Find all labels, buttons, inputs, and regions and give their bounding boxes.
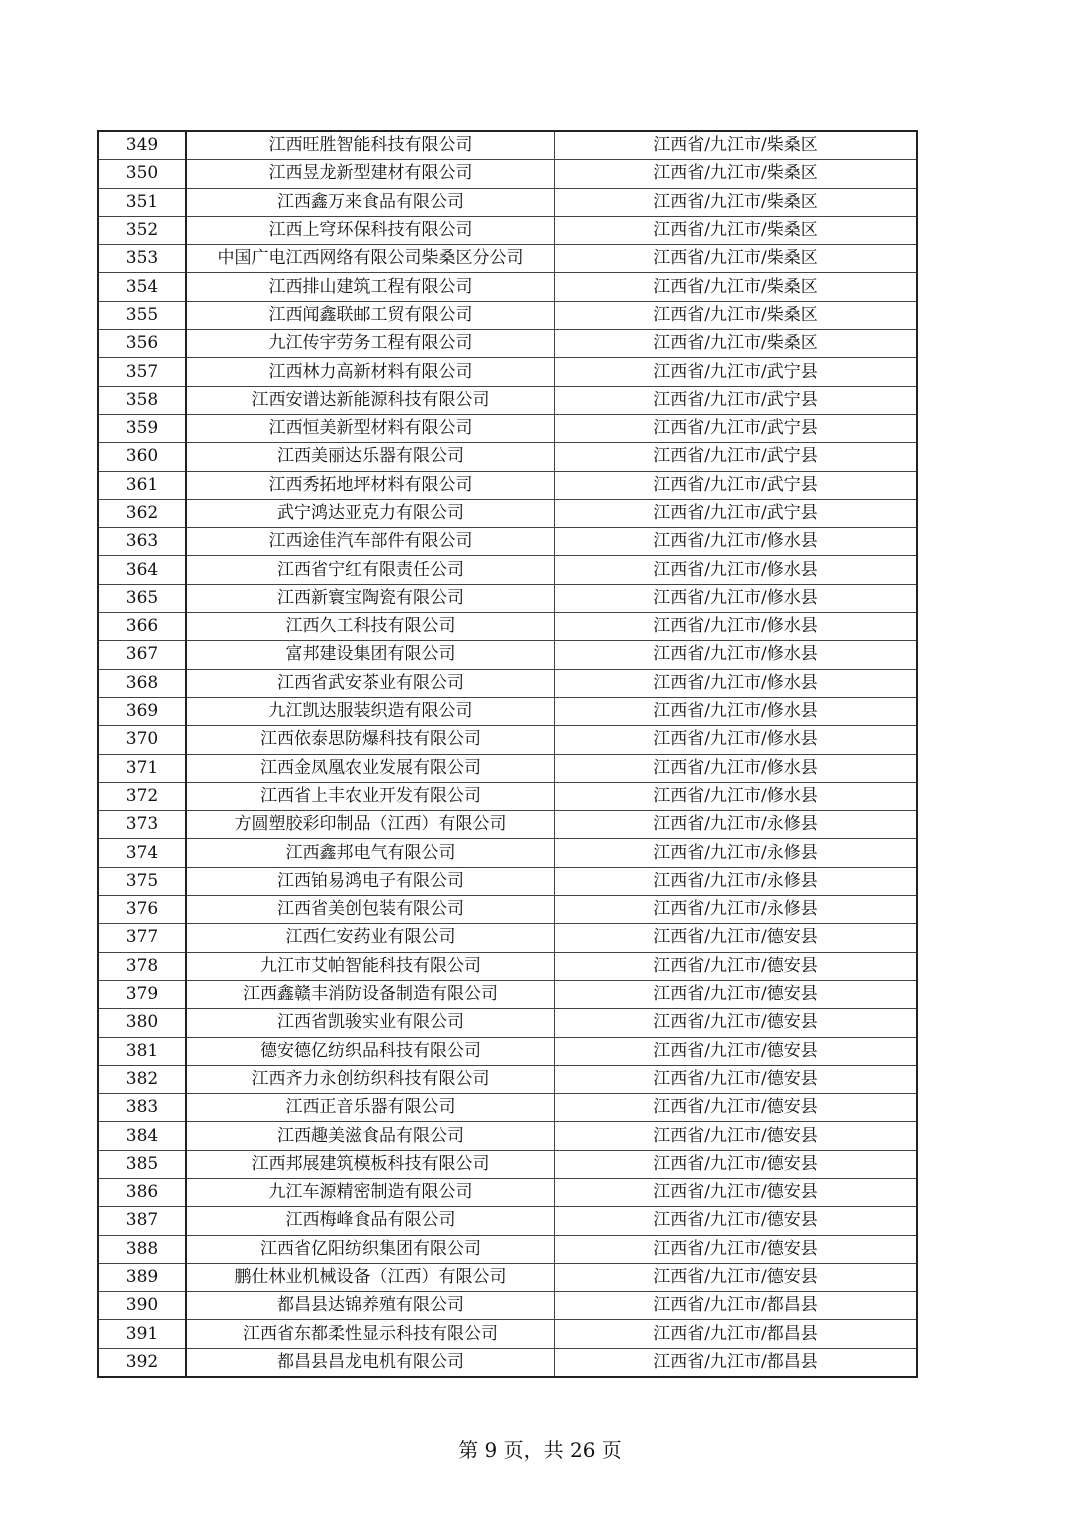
region: 江西省/九江市/德安县 <box>555 1150 918 1178</box>
row-number: 355 <box>98 301 186 329</box>
row-number: 358 <box>98 386 186 414</box>
region: 江西省/九江市/武宁县 <box>555 499 918 527</box>
region: 江西省/九江市/德安县 <box>555 1009 918 1037</box>
region: 江西省/九江市/柴桑区 <box>555 160 918 188</box>
table-row <box>98 669 917 697</box>
table-row <box>98 386 917 414</box>
row-number: 368 <box>98 669 186 697</box>
region: 江西省/九江市/武宁县 <box>555 386 918 414</box>
row-number: 387 <box>98 1207 186 1235</box>
table-row <box>98 896 917 924</box>
region: 江西省/九江市/德安县 <box>555 1178 918 1206</box>
region: 江西省/九江市/德安县 <box>555 1065 918 1093</box>
row-number: 389 <box>98 1263 186 1291</box>
company-name: 江西鑫赣丰消防设备制造有限公司 <box>186 980 555 1008</box>
row-number: 367 <box>98 641 186 669</box>
company-name: 江西齐力永创纺织科技有限公司 <box>186 1065 555 1093</box>
table-row <box>98 1150 917 1178</box>
company-name: 江西梅峰食品有限公司 <box>186 1207 555 1235</box>
table-row <box>98 980 917 1008</box>
table-row <box>98 216 917 244</box>
company-name: 江西闻鑫联邮工贸有限公司 <box>186 301 555 329</box>
region: 江西省/九江市/永修县 <box>555 896 918 924</box>
company-name: 江西林力高新材料有限公司 <box>186 358 555 386</box>
row-number: 380 <box>98 1009 186 1037</box>
company-name: 江西排山建筑工程有限公司 <box>186 273 555 301</box>
table-row <box>98 358 917 386</box>
row-number: 391 <box>98 1320 186 1348</box>
company-name: 九江传宇劳务工程有限公司 <box>186 330 555 358</box>
region: 江西省/九江市/柴桑区 <box>555 188 918 216</box>
region: 江西省/九江市/修水县 <box>555 782 918 810</box>
region: 江西省/九江市/修水县 <box>555 726 918 754</box>
table-row <box>98 952 917 980</box>
region: 江西省/九江市/德安县 <box>555 1263 918 1291</box>
region: 江西省/九江市/德安县 <box>555 980 918 1008</box>
company-name: 都昌县昌龙电机有限公司 <box>186 1348 555 1377</box>
row-number: 377 <box>98 924 186 952</box>
table-row <box>98 613 917 641</box>
table-row <box>98 499 917 527</box>
region: 江西省/九江市/武宁县 <box>555 358 918 386</box>
table-row <box>98 245 917 273</box>
region: 江西省/九江市/修水县 <box>555 556 918 584</box>
region: 江西省/九江市/柴桑区 <box>555 301 918 329</box>
company-name: 江西仁安药业有限公司 <box>186 924 555 952</box>
region: 江西省/九江市/都昌县 <box>555 1320 918 1348</box>
company-name: 江西邦展建筑模板科技有限公司 <box>186 1150 555 1178</box>
company-name: 江西恒美新型材料有限公司 <box>186 414 555 442</box>
region: 江西省/九江市/德安县 <box>555 1094 918 1122</box>
region: 江西省/九江市/永修县 <box>555 867 918 895</box>
company-name: 江西鑫邦电气有限公司 <box>186 839 555 867</box>
table-row <box>98 811 917 839</box>
region: 江西省/九江市/修水县 <box>555 697 918 725</box>
region: 江西省/九江市/永修县 <box>555 839 918 867</box>
company-name: 九江市艾帕智能科技有限公司 <box>186 952 555 980</box>
region: 江西省/九江市/德安县 <box>555 952 918 980</box>
table-row <box>98 556 917 584</box>
row-number: 371 <box>98 754 186 782</box>
table-row <box>98 782 917 810</box>
region: 江西省/九江市/修水县 <box>555 613 918 641</box>
row-number: 373 <box>98 811 186 839</box>
row-number: 356 <box>98 330 186 358</box>
row-number: 384 <box>98 1122 186 1150</box>
company-name: 中国广电江西网络有限公司柴桑区分公司 <box>186 245 555 273</box>
company-name: 方圆塑胶彩印制品（江西）有限公司 <box>186 811 555 839</box>
region: 江西省/九江市/修水县 <box>555 669 918 697</box>
table-row <box>98 1235 917 1263</box>
table-row <box>98 1320 917 1348</box>
table-body <box>98 131 917 1377</box>
table-row <box>98 1065 917 1093</box>
region: 江西省/九江市/德安县 <box>555 1235 918 1263</box>
company-name: 都昌县达锦养殖有限公司 <box>186 1292 555 1320</box>
company-name: 江西昱龙新型建材有限公司 <box>186 160 555 188</box>
region: 江西省/九江市/武宁县 <box>555 443 918 471</box>
row-number: 374 <box>98 839 186 867</box>
region: 江西省/九江市/德安县 <box>555 1207 918 1235</box>
table-row <box>98 754 917 782</box>
table-row <box>98 471 917 499</box>
table-row <box>98 330 917 358</box>
row-number: 349 <box>98 131 186 160</box>
company-name: 江西新寰宝陶瓷有限公司 <box>186 584 555 612</box>
company-name: 九江凯达服装织造有限公司 <box>186 697 555 725</box>
row-number: 363 <box>98 528 186 556</box>
table-row <box>98 1009 917 1037</box>
table-row <box>98 528 917 556</box>
row-number: 372 <box>98 782 186 810</box>
table-row <box>98 273 917 301</box>
row-number: 381 <box>98 1037 186 1065</box>
table-row <box>98 443 917 471</box>
table-row <box>98 188 917 216</box>
table-row <box>98 160 917 188</box>
table-row <box>98 1178 917 1206</box>
region: 江西省/九江市/柴桑区 <box>555 330 918 358</box>
company-name: 江西秀拓地坪材料有限公司 <box>186 471 555 499</box>
row-number: 375 <box>98 867 186 895</box>
row-number: 388 <box>98 1235 186 1263</box>
row-number: 354 <box>98 273 186 301</box>
company-name: 江西省凯骏实业有限公司 <box>186 1009 555 1037</box>
region: 江西省/九江市/德安县 <box>555 924 918 952</box>
region: 江西省/九江市/柴桑区 <box>555 245 918 273</box>
row-number: 362 <box>98 499 186 527</box>
row-number: 390 <box>98 1292 186 1320</box>
region: 江西省/九江市/柴桑区 <box>555 131 918 160</box>
table-row <box>98 1292 917 1320</box>
region: 江西省/九江市/柴桑区 <box>555 216 918 244</box>
row-number: 392 <box>98 1348 186 1377</box>
table-row <box>98 867 917 895</box>
table-row <box>98 839 917 867</box>
row-number: 361 <box>98 471 186 499</box>
table-row <box>98 1207 917 1235</box>
company-name: 鹏仕林业机械设备（江西）有限公司 <box>186 1263 555 1291</box>
row-number: 352 <box>98 216 186 244</box>
company-name: 江西上穹环保科技有限公司 <box>186 216 555 244</box>
region: 江西省/九江市/永修县 <box>555 811 918 839</box>
row-number: 353 <box>98 245 186 273</box>
table-row <box>98 584 917 612</box>
row-number: 351 <box>98 188 186 216</box>
region: 江西省/九江市/德安县 <box>555 1122 918 1150</box>
company-table <box>97 130 918 1378</box>
row-number: 379 <box>98 980 186 1008</box>
company-name: 江西省武安茶业有限公司 <box>186 669 555 697</box>
company-name: 江西正音乐器有限公司 <box>186 1094 555 1122</box>
company-name: 江西旺胜智能科技有限公司 <box>186 131 555 160</box>
row-number: 370 <box>98 726 186 754</box>
company-name: 九江车源精密制造有限公司 <box>186 1178 555 1206</box>
region: 江西省/九江市/修水县 <box>555 641 918 669</box>
row-number: 386 <box>98 1178 186 1206</box>
row-number: 364 <box>98 556 186 584</box>
table-row <box>98 1263 917 1291</box>
table-row <box>98 1122 917 1150</box>
table-row <box>98 924 917 952</box>
row-number: 365 <box>98 584 186 612</box>
table-row <box>98 414 917 442</box>
region: 江西省/九江市/武宁县 <box>555 471 918 499</box>
row-number: 357 <box>98 358 186 386</box>
company-name: 江西久工科技有限公司 <box>186 613 555 641</box>
table-row <box>98 641 917 669</box>
region: 江西省/九江市/都昌县 <box>555 1292 918 1320</box>
row-number: 378 <box>98 952 186 980</box>
company-name: 江西依泰思防爆科技有限公司 <box>186 726 555 754</box>
company-name: 武宁鸿达亚克力有限公司 <box>186 499 555 527</box>
row-number: 350 <box>98 160 186 188</box>
region: 江西省/九江市/修水县 <box>555 528 918 556</box>
company-name: 江西金凤凰农业发展有限公司 <box>186 754 555 782</box>
company-name: 富邦建设集团有限公司 <box>186 641 555 669</box>
row-number: 383 <box>98 1094 186 1122</box>
table-row <box>98 131 917 160</box>
company-name: 江西省东都柔性显示科技有限公司 <box>186 1320 555 1348</box>
region: 江西省/九江市/修水县 <box>555 754 918 782</box>
company-name: 江西铂易鸿电子有限公司 <box>186 867 555 895</box>
region: 江西省/九江市/柴桑区 <box>555 273 918 301</box>
region: 江西省/九江市/武宁县 <box>555 414 918 442</box>
table-row <box>98 697 917 725</box>
table-row <box>98 1348 917 1377</box>
row-number: 366 <box>98 613 186 641</box>
row-number: 382 <box>98 1065 186 1093</box>
company-name: 江西途佳汽车部件有限公司 <box>186 528 555 556</box>
company-name: 江西安谱达新能源科技有限公司 <box>186 386 555 414</box>
company-name: 江西美丽达乐器有限公司 <box>186 443 555 471</box>
row-number: 376 <box>98 896 186 924</box>
region: 江西省/九江市/修水县 <box>555 584 918 612</box>
table-row <box>98 301 917 329</box>
page-footer: 第 9 页，共 26 页 <box>458 1438 622 1462</box>
company-name: 江西趣美滋食品有限公司 <box>186 1122 555 1150</box>
table-row <box>98 1094 917 1122</box>
row-number: 385 <box>98 1150 186 1178</box>
table-row <box>98 726 917 754</box>
region: 江西省/九江市/都昌县 <box>555 1348 918 1377</box>
company-name: 江西省宁红有限责任公司 <box>186 556 555 584</box>
row-number: 369 <box>98 697 186 725</box>
row-number: 360 <box>98 443 186 471</box>
company-name: 江西鑫万来食品有限公司 <box>186 188 555 216</box>
company-name: 江西省上丰农业开发有限公司 <box>186 782 555 810</box>
row-number: 359 <box>98 414 186 442</box>
company-name: 江西省美创包装有限公司 <box>186 896 555 924</box>
company-name: 江西省亿阳纺织集团有限公司 <box>186 1235 555 1263</box>
table-row <box>98 1037 917 1065</box>
region: 江西省/九江市/德安县 <box>555 1037 918 1065</box>
company-name: 德安德亿纺织品科技有限公司 <box>186 1037 555 1065</box>
